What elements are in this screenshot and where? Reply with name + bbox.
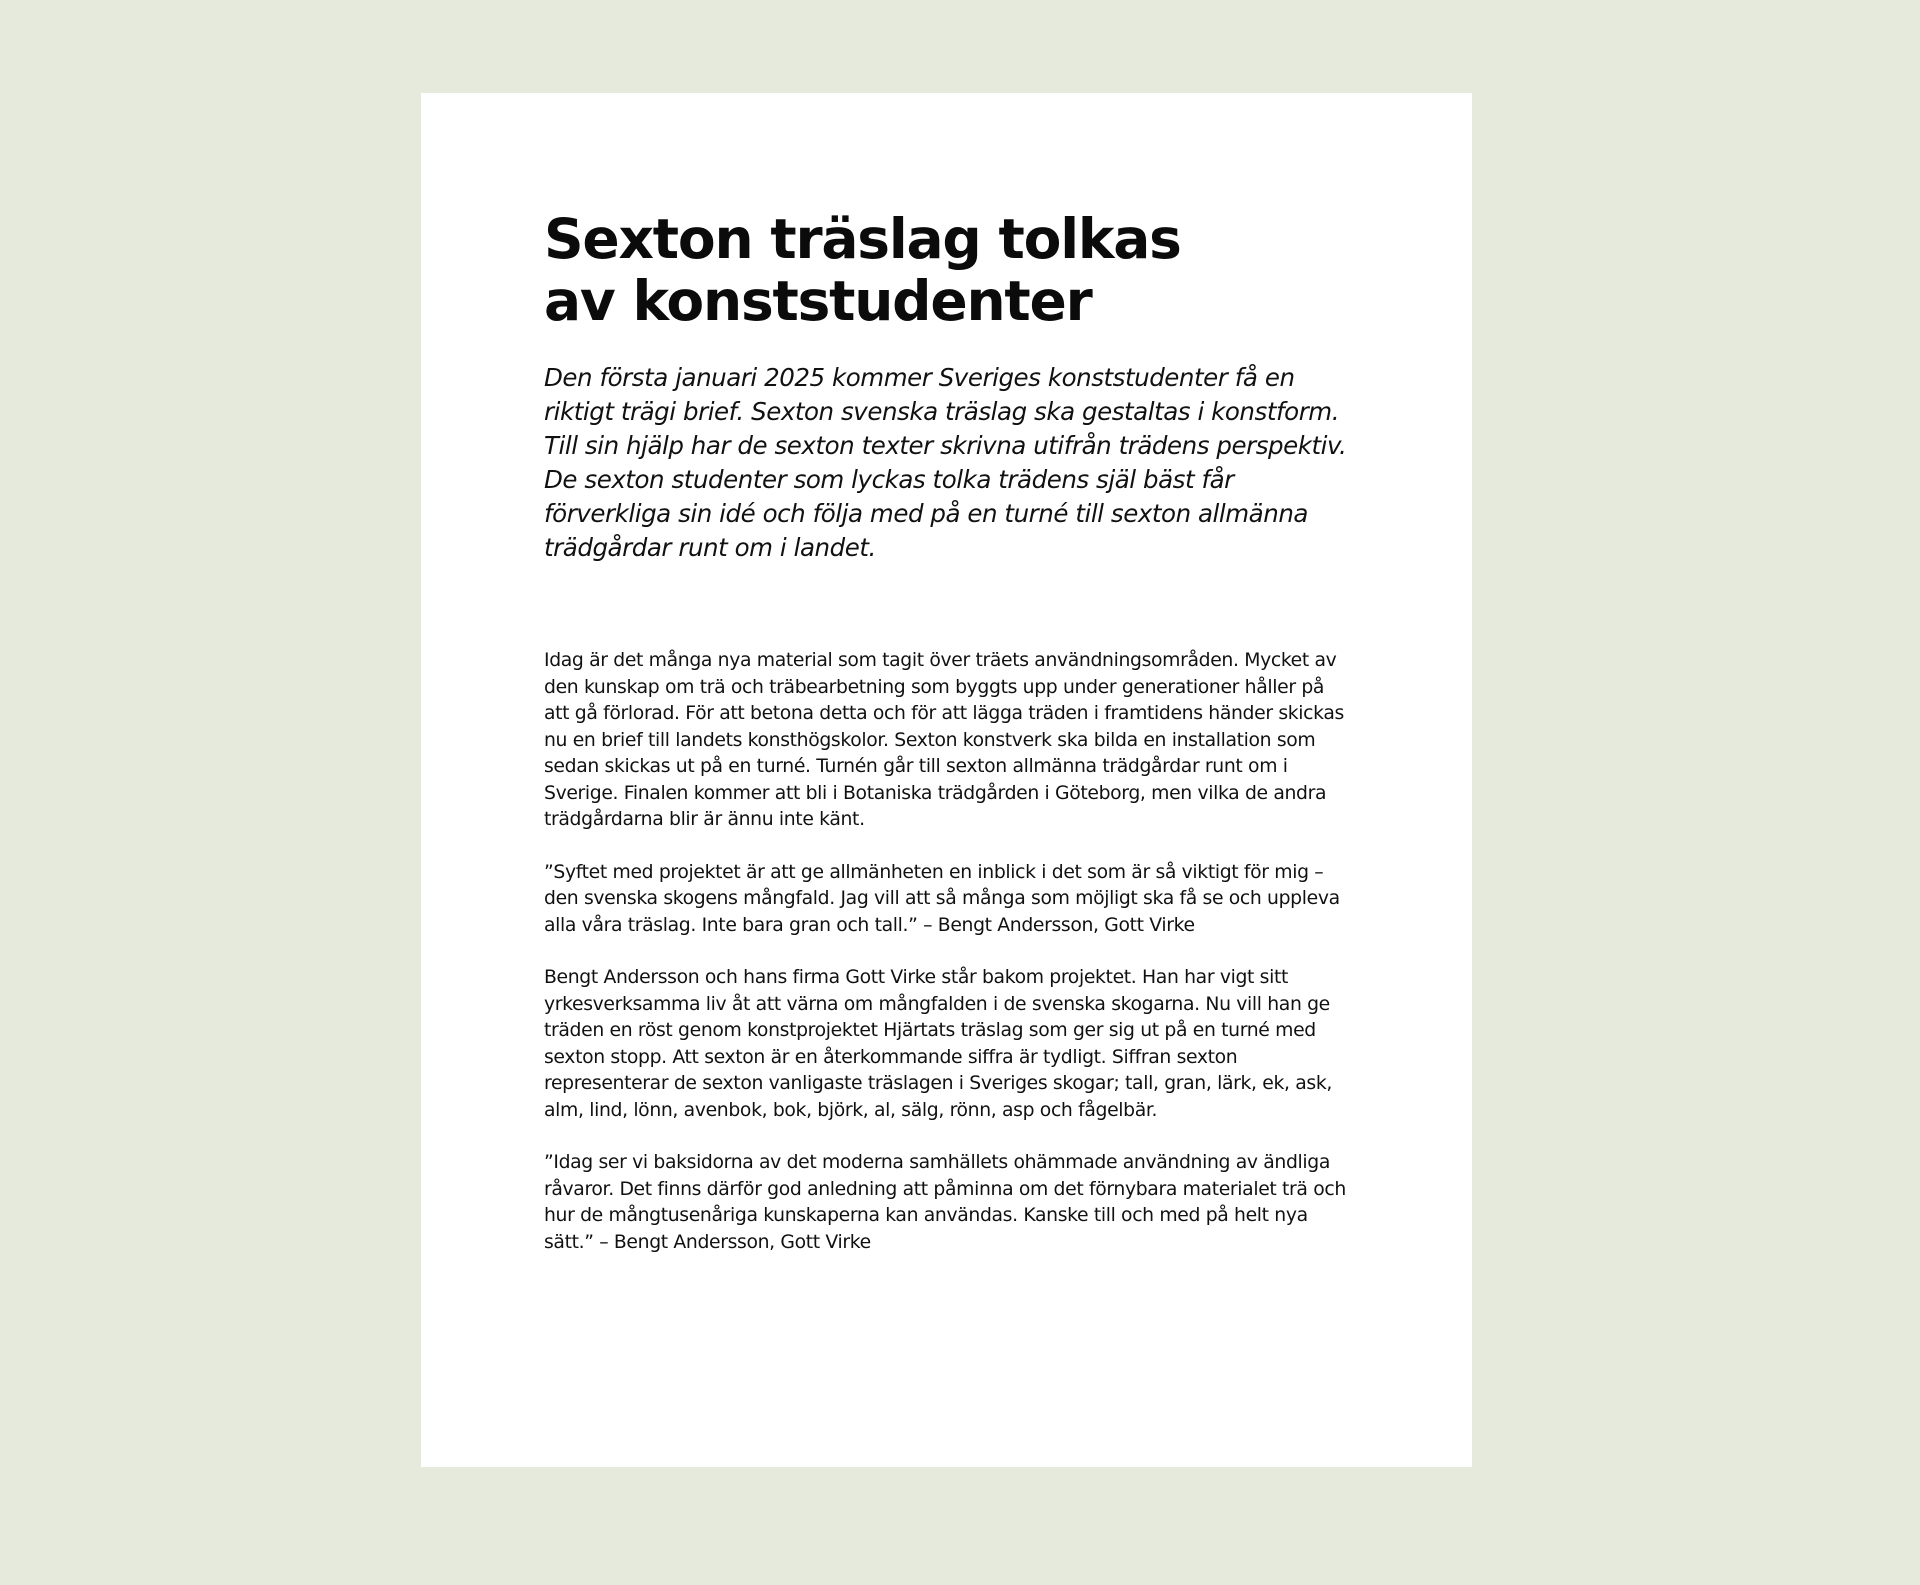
- body-paragraph-1: Idag är det många nya material som tagit över träets användningsområden. Mycket av den kunskap om trä och träbearbetning som byggts upp under generationer håller på att gå förlorad. För att betona detta och för att lägga träden i framtidens händer skickas nu en brief till landets konsthögskolor. Sexton konstverk ska bilda en installation som sedan skickas ut på en turné. Turnén går till sexton allmänna trädgårdar runt om i Sverige. Finalen kommer att bli i Botaniska trädgården i Göteborg, men vilka de andra trädgårdarna blir är ännu inte känt.: [544, 650, 1344, 830]
- body-paragraph-2: Bengt Andersson och hans firma Gott Virke står bakom projektet. Han har vigt sitt yrkesverksamma liv åt att värna om mångfalden i de svenska skogarna. Nu vill han ge träden en röst genom konstprojektet Hjärtats träslag som ger sig ut på en turné med sexton stopp. Att sexton är en återkommande siffra är tydligt. Siffran sexton representerar de sexton vanligaste träslagen i Sveriges skogar; tall, gran, lärk, ek, ask, alm, lind, lönn, avenbok, bok, björk, al, sälg, rönn, asp och fågelbär.: [544, 967, 1332, 1121]
- document-page: [421, 93, 1472, 1467]
- quote-paragraph-2: ”Idag ser vi baksidorna av det moderna samhällets ohämmade användning av ändliga råvaror. Det finns därför god anledning att påminna om det förnybara materialet trä och hur de mångtusenåriga kunskaperna kan användas. Kanske till och med på helt nya sätt.” – Bengt Andersson, Gott Virke: [544, 1152, 1346, 1253]
- article-title: Sexton träslag tolkas av konststudenter: [544, 207, 1181, 333]
- quote-paragraph-1: ”Syftet med projektet är att ge allmänheten en inblick i det som är så viktigt för mig – den svenska skogens mångfald. Jag vill att så många som möjligt ska få se och uppleva alla våra träslag. Inte bara gran och tall.” – Bengt Andersson, Gott Virke: [544, 861, 1340, 936]
- article-lead: Den första januari 2025 kommer Sveriges konststudenter få en riktigt trägi brief. Sexton svenska träslag ska gestaltas i konstform. Till sin hjälp har de sexton texter skrivna utifrån trädens perspektiv. De sexton studenter som lyckas tolka trädens själ bäst får förverkliga sin idé och följa med på en turné till sexton allmänna trädgårdar runt om i landet.: [544, 363, 1347, 562]
- article-body: [544, 648, 1350, 1256]
